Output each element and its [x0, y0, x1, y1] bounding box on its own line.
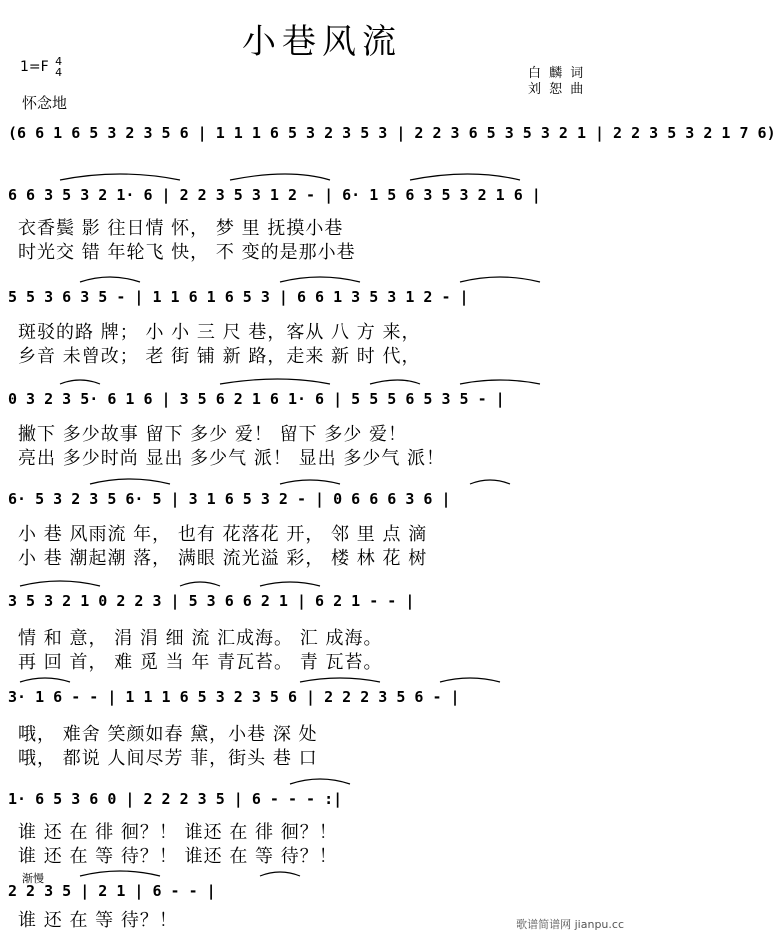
lyric-verse-1: 斑驳的路 牌； 小 小 三 尺 巷，客从 八 方 来，	[18, 322, 421, 343]
slur-arc	[370, 380, 420, 384]
watermark: 歌谱简谱网 jianpu.cc	[516, 918, 624, 931]
notation-row: 3 5 3 2 1 0 2 2 3 | 5 3 6 6 2 1 | 6 2 1 - - |	[8, 592, 415, 610]
slur-arc	[260, 872, 300, 876]
lyric-verse-2: 乡音 未曾改； 老 街 铺 新 路，走来 新 时 代，	[18, 346, 421, 367]
slur-arc	[20, 678, 70, 682]
lyric-verse-2: 时光交 错 年轮飞 快， 不 变的是那小巷	[18, 242, 356, 263]
slur-arc	[280, 480, 340, 484]
slur-arc	[460, 380, 540, 384]
lyric-verse-1: 衣香鬓 影 往日情 怀， 梦 里 抚摸小巷	[18, 218, 344, 239]
slur-arc	[80, 871, 160, 876]
slur-arc	[180, 582, 220, 586]
meter-top: 4	[55, 55, 63, 68]
lyric-verse-1: 小 巷 风雨流 年， 也有 花落花 开， 邻 里 点 滴	[18, 524, 428, 545]
lyric-verse-2: 小 巷 潮起潮 落， 满眼 流光溢 彩， 楼 林 花 树	[18, 548, 428, 569]
composer-credit: 刘 恕 曲	[528, 82, 586, 97]
lyricist-credit: 白 麟 词	[528, 66, 586, 81]
notation-row: 6· 5 3 2 3 5 6· 5 | 3 1 6 5 3 2 - | 0 6 6 6 3 6 |	[8, 490, 451, 508]
notation-row-ending: 2 2 3 5 | 2 1 | 6 - - |	[8, 882, 216, 900]
key-label: 1=F	[20, 59, 49, 75]
meter-bottom: 4	[55, 66, 63, 79]
notation-row: 5 5 3 6 3 5 - | 1 1 6 1 6 5 3 | 6 6 1 3 5 3 1 2 - |	[8, 288, 469, 306]
slur-arc	[410, 174, 520, 180]
slur-arc	[280, 277, 360, 282]
lyric-verse-2: 谁 还 在 等 待？！ 谁还 在 等 待？！	[18, 846, 338, 867]
notation-row: 3· 1 6 - - | 1 1 1 6 5 3 2 3 5 6 | 2 2 2 3 5 6 - |	[8, 688, 460, 706]
slur-arc	[20, 581, 100, 586]
lyric-verse-2: 再 回 首， 难 觅 当 年 青瓦苔。 青 瓦苔。	[18, 652, 383, 673]
slur-arc	[260, 582, 320, 586]
notation-row: 0 3 2 3 5· 6 1 6 | 3 5 6 2 1 6 1· 6 | 5 5 5 6 5 3 5 - |	[8, 390, 505, 408]
tempo-mark: 渐慢	[22, 872, 44, 885]
notation-row: 6 6 3 5 3 2 1· 6 | 2 2 3 5 3 1 2 - | 6· 1 5 6 3 5 3 2 1 6 |	[8, 186, 541, 204]
key-signature	[20, 56, 62, 78]
slur-arc	[290, 779, 350, 784]
slur-arc	[90, 479, 170, 484]
lyric-verse-2: 亮出 多少时尚 显出 多少气 派！ 显出 多少气 派！	[18, 448, 446, 469]
slur-arc	[300, 678, 380, 682]
slur-arc	[60, 380, 100, 384]
slur-arc	[80, 277, 140, 282]
lyric-verse-1: 撇下 多少故事 留下 多少 爱！ 留下 多少 爱！	[18, 424, 408, 445]
slur-arc	[220, 379, 330, 384]
slur-arc	[470, 480, 510, 484]
slur-arc	[440, 678, 500, 682]
expression-mark: 怀念地	[22, 94, 68, 112]
notation-row-intro: (6 6 1 6 5 3 2 3 5 6 | 1 1 1 6 5 3 2 3 5 3 | 2 2 3 6 5 3 5 3 2 1 | 2 2 3 5 3 2 1 7 6)	[8, 124, 776, 142]
slur-arc	[230, 174, 330, 180]
time-signature	[55, 56, 62, 78]
notation-row: 1· 6 5 3 6 0 | 2 2 2 3 5 | 6 - - - :|	[8, 790, 343, 808]
lyric-verse-1: 哦， 难舍 笑颜如春 黛，小巷 深 处	[18, 724, 318, 745]
slur-arc	[60, 174, 180, 180]
lyric-ending: 谁 还 在 等 待？！	[18, 910, 178, 931]
slur-arc	[460, 277, 540, 282]
lyric-verse-1: 情 和 意， 涓 涓 细 流 汇成海。 汇 成海。	[18, 628, 383, 649]
lyric-verse-2: 哦， 都说 人间尽芳 菲，街头 巷 口	[18, 748, 318, 769]
song-title: 小巷风流	[242, 22, 402, 62]
lyric-verse-1: 谁 还 在 徘 徊？！ 谁还 在 徘 徊？！	[18, 822, 338, 843]
